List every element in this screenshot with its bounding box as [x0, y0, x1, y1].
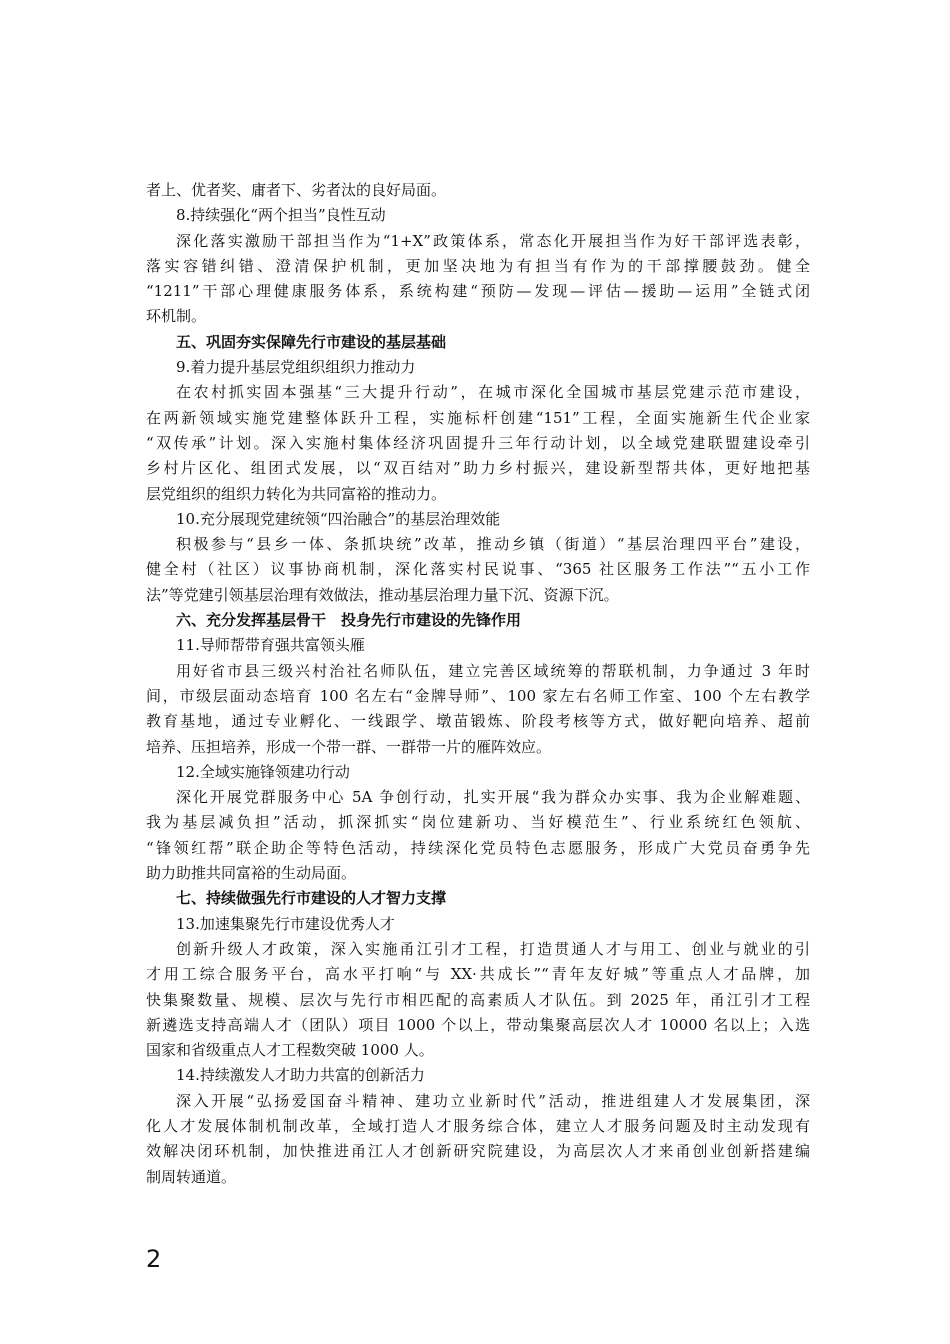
page-number: 2 [146, 1245, 162, 1273]
paragraph-line: 助力助推共同富裕的生动局面。 [146, 864, 357, 883]
paragraph-line: 快集聚数量、规模、层次与先行市相匹配的高素质人才队伍。到 2025 年，甬江引才工程 [146, 990, 810, 1009]
paragraph-line: “1211”干部心理健康服务体系，系统构建“预防—发现—评估—援助—运用”全链式闭 [146, 282, 810, 301]
paragraph-line: 者上、优者奖、庸者下、劣者汰的良好局面。 [146, 181, 447, 199]
paragraph-line: 深入开展“弘扬爱国奋斗精神、建功立业新时代”活动，推进组建人才发展集团，深 [176, 1091, 810, 1110]
section-heading: 五、巩固夯实保障先行市建设的基层基础 [176, 332, 447, 351]
paragraph-line: 效解决闭环机制，加快推进甬江人才创新研究院建设，为高层次人才来甬创业创新搭建编 [146, 1142, 810, 1161]
paragraph-line: 在农村抓实固本强基“三大提升行动”，在城市深化全国城市基层党建示范市建设， [176, 383, 810, 402]
paragraph-line: 深化落实激励干部担当作为“1+X”政策体系，常态化开展担当作为好干部评选表彰， [176, 231, 810, 250]
paragraph-line: 才用工综合服务平台，高水平打响“与 XX·共成长”“青年友好城”等重点人才品牌，加 [146, 965, 810, 984]
paragraph-line: 培养、压担培养，形成一个带一群、一群带一片的雁阵效应。 [146, 737, 552, 756]
paragraph-line: 间，市级层面动态培育 100 名左右“金牌导师”、100 家左右名师工作室、100 个左右教学 [146, 686, 810, 705]
paragraph-line: 新遴选支持高端人才（团队）项目 1000 个以上，带动集聚高层次人才 10000 名以上；入选 [146, 1015, 810, 1034]
paragraph-line: 环机制。 [146, 307, 207, 326]
document-body [146, 178, 810, 1190]
section-heading: 六、充分发挥基层骨干 投身先行市建设的先锋作用 [176, 611, 522, 630]
paragraph-line: “双传承”计划。深入实施村集体经济巩固提升三年行动计划，以全域党建联盟建设牵引 [146, 433, 810, 452]
paragraph-line: 用好省市县三级兴村治社名师队伍，建立完善区域统筹的帮联机制，力争通过 3 年时 [176, 661, 810, 680]
subsection-heading: 9.着力提升基层党组织组织力推动力 [176, 358, 416, 377]
paragraph-line: 我为基层减负担”活动，抓深抓实“岗位建新功、当好模范生”、行业系统红色领航、 [146, 813, 810, 832]
paragraph-line: 创新升级人才政策，深入实施甬江引才工程，打造贯通人才与用工、创业与就业的引 [176, 939, 810, 958]
paragraph-line: “锋领红帮”联企助企等特色活动，持续深化党员特色志愿服务，形成广大党员奋勇争先 [146, 838, 810, 857]
paragraph-line: 积极参与“县乡一体、条抓块统”改革，推动乡镇（街道）“基层治理四平台”建设， [176, 535, 810, 554]
paragraph-line: 国家和省级重点人才工程数突破 1000 人。 [146, 1041, 434, 1060]
paragraph-line: 深化开展党群服务中心 5A 争创行动，扎实开展“我为群众办实事、我为企业解难题、 [176, 788, 810, 807]
subsection-heading: 8.持续强化“两个担当”良性互动 [176, 206, 386, 225]
subsection-heading: 11.导师帮带育强共富领头雁 [176, 636, 365, 655]
section-heading: 七、持续做强先行市建设的人才智力支撑 [176, 889, 447, 908]
subsection-heading: 12.全域实施锋领建功行动 [176, 762, 350, 781]
paragraph-line: 教育基地，通过专业孵化、一线跟学、墩苗锻炼、阶段考核等方式，做好靶向培养、超前 [146, 712, 810, 731]
paragraph-line: 层党组织的组织力转化为共同富裕的推动力。 [146, 484, 447, 503]
paragraph-line: 乡村片区化、组团式发展，以“双百结对”助力乡村振兴，建设新型帮共体，更好地把基 [146, 459, 810, 478]
paragraph-line: 在两新领域实施党建整体跃升工程，实施标杆创建“151”工程，全面实施新生代企业家 [146, 408, 810, 427]
paragraph-line: 化人才发展体制机制改革，全域打造人才服务综合体，建立人才服务问题及时主动发现有 [146, 1116, 810, 1135]
paragraph-line: 制周转通道。 [146, 1167, 237, 1186]
paragraph-line: 健全村（社区）议事协商机制，深化落实村民说事、“365 社区服务工作法”“五小工作 [146, 560, 810, 579]
subsection-heading: 10.充分展现党建统领“四治融合”的基层治理效能 [176, 509, 501, 528]
subsection-heading: 14.持续激发人才助力共富的创新活力 [176, 1066, 425, 1085]
paragraph-line: 法”等党建引领基层治理有效做法，推动基层治理力量下沉、资源下沉。 [146, 585, 619, 604]
paragraph-line: 落实容错纠错、澄清保护机制，更加坚决地为有担当有作为的干部撑腰鼓劲。健全 [146, 256, 810, 275]
subsection-heading: 13.加速集聚先行市建设优秀人才 [176, 914, 395, 933]
